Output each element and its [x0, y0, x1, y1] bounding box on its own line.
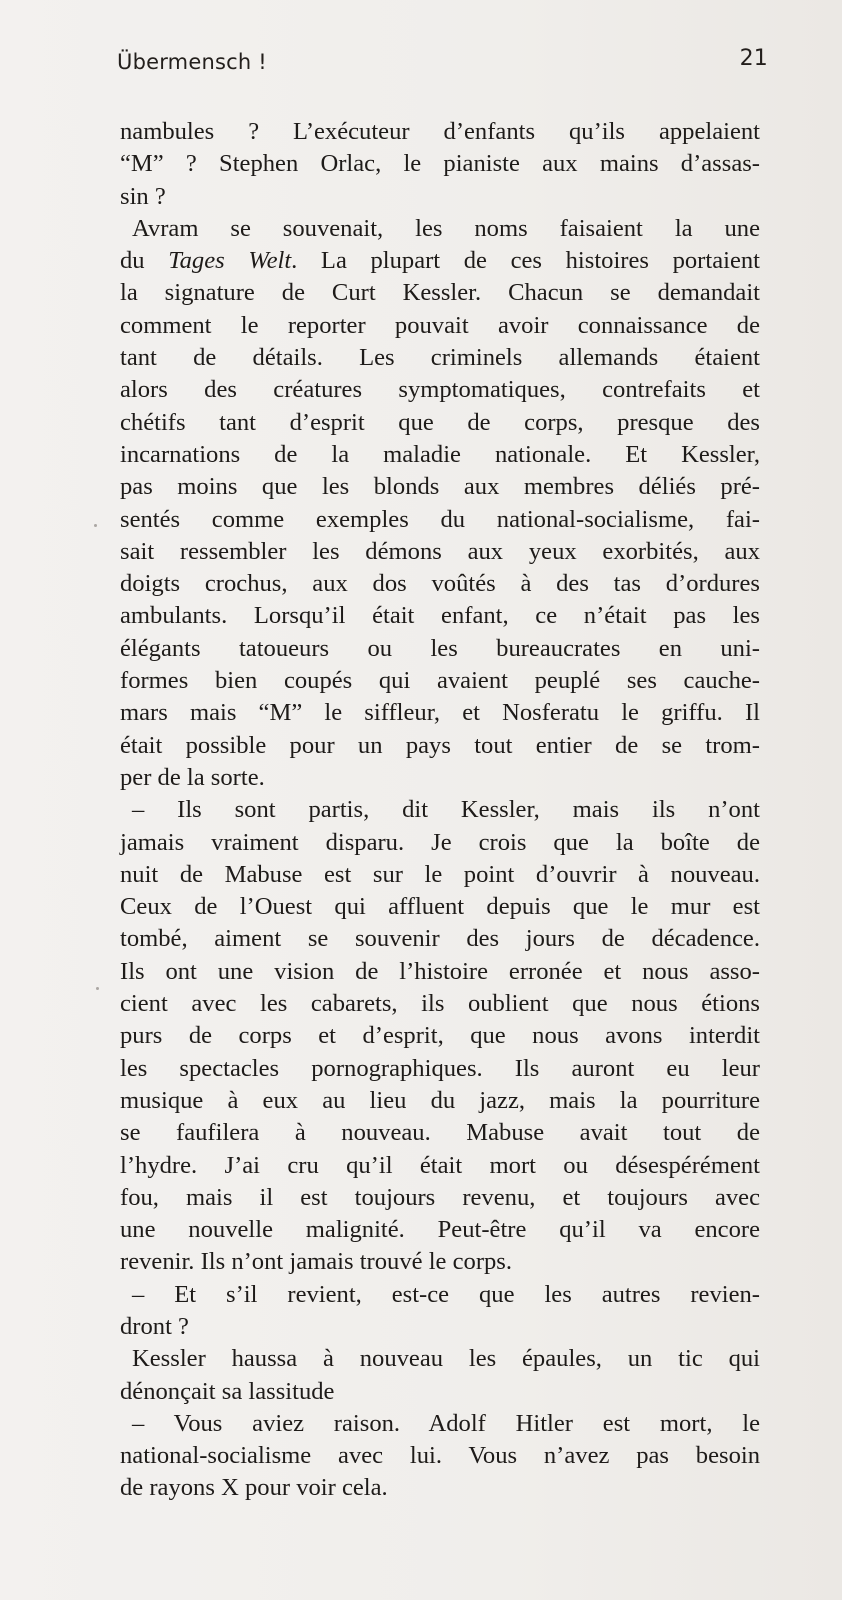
text-line: Ils ont une vision de l’histoire erronée et nous asso-: [120, 957, 760, 985]
text-line: jamais vraiment disparu. Je crois que la boîte de: [120, 828, 760, 856]
text-line: sait ressembler les démons aux yeux exorbités, aux: [120, 537, 760, 565]
text-line: – Ils sont partis, dit Kessler, mais ils n’ont: [132, 796, 760, 824]
running-title: Übermensch !: [117, 50, 267, 74]
text-line: cient avec les cabarets, ils oublient que nous étions: [120, 990, 760, 1018]
text-line: sentés comme exemples du national-socialisme, fai-: [120, 505, 760, 533]
text-line: la signature de Curt Kessler. Chacun se demandait: [120, 279, 760, 307]
text-line: doigts crochus, aux dos voûtés à des tas d’ordures: [120, 570, 760, 598]
paper-speck: [96, 987, 99, 990]
text-line: – Et s’il revient, est-ce que les autres revien-: [132, 1280, 760, 1308]
text-line: élégants tatoueurs ou les bureaucrates en uni-: [120, 634, 760, 662]
text-line: purs de corps et d’esprit, que nous avons interdit: [120, 1022, 760, 1050]
body-text: [120, 116, 760, 1505]
newspaper-title: Tages Welt: [168, 247, 292, 275]
text-line: se faufilera à nouveau. Mabuse avait tout de: [120, 1119, 760, 1147]
text-line: musique à eux au lieu du jazz, mais la pourriture: [120, 1086, 760, 1114]
text-line: nuit de Mabuse est sur le point d’ouvrir à nouveau.: [120, 860, 760, 888]
text-line: national-socialisme avec lui. Vous n’avez pas besoin: [120, 1442, 760, 1470]
text-line: revenir. Ils n’ont jamais trouvé le corps.: [120, 1248, 513, 1276]
text-line: ambulants. Lorsqu’il était enfant, ce n’était pas les: [120, 602, 760, 630]
text-line: incarnations de la maladie nationale. Et Kessler,: [120, 440, 760, 468]
text-line: Avram se souvenait, les noms faisaient la une: [132, 214, 760, 242]
text-line: nambules ? L’exécuteur d’enfants qu’ils appelaient: [120, 118, 760, 145]
text-line: une nouvelle malignité. Peut-être qu’il va encore: [120, 1216, 760, 1244]
text-line: les spectacles pornographiques. Ils auront eu leur: [120, 1054, 760, 1082]
text-line: pas moins que les blonds aux membres déliés pré-: [120, 473, 760, 501]
text-line: dénonçait sa lassitude: [120, 1377, 335, 1405]
text-line: Ceux de l’Ouest qui affluent depuis que le mur est: [120, 893, 760, 921]
text-line: alors des créatures symptomatiques, contrefaits et: [120, 376, 760, 404]
paper-speck: [94, 524, 97, 527]
text-line: dront ?: [120, 1312, 189, 1340]
text-line: – Vous aviez raison. Adolf Hitler est mort, le: [132, 1409, 760, 1437]
text-line: tombé, aiment se souvenir des jours de décadence.: [120, 925, 760, 953]
text-line: Kessler haussa à nouveau les épaules, un tic qui: [132, 1345, 760, 1373]
running-head: [117, 46, 768, 80]
text-line: per de la sorte.: [120, 763, 265, 791]
page-number: 21: [739, 46, 768, 71]
text-segment: du: [120, 247, 169, 275]
text-line: fou, mais il est toujours revenu, et toujours avec: [120, 1183, 760, 1211]
text-line: “M” ? Stephen Orlac, le pianiste aux mains d’assas-: [120, 150, 760, 178]
text-line: mars mais “M” le siffleur, et Nosferatu le griffu. Il: [120, 699, 760, 727]
text-line: l’hydre. J’ai cru qu’il était mort ou désespérément: [120, 1151, 760, 1179]
text-line: comment le reporter pouvait avoir connaissance de: [120, 311, 760, 339]
text-line: sin ?: [120, 182, 166, 210]
text-line: de rayons X pour voir cela.: [120, 1474, 388, 1502]
text-segment: . La plupart de ces histoires portaient: [291, 247, 760, 275]
text-line: était possible pour un pays tout entier de se trom-: [120, 731, 760, 759]
text-line: [120, 245, 760, 277]
text-line: chétifs tant d’esprit que de corps, presque des: [120, 408, 760, 436]
text-line: formes bien coupés qui avaient peuplé ses cauche-: [120, 667, 760, 695]
text-line: tant de détails. Les criminels allemands étaient: [120, 344, 760, 372]
